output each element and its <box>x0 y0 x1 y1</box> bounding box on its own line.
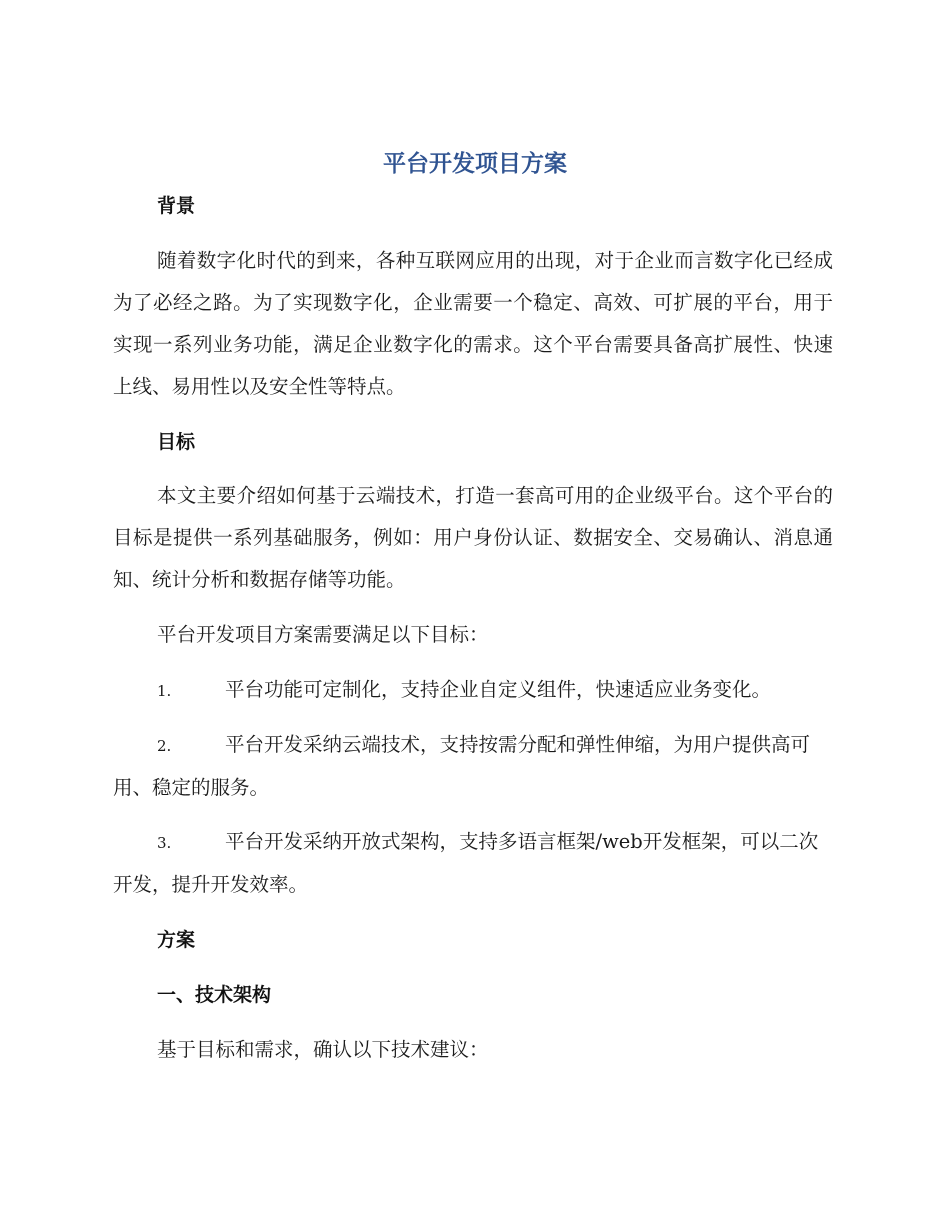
document-title: 平台开发项目方案 <box>383 151 567 177</box>
section-heading-background: 背景 <box>157 195 196 217</box>
list-number: 2. <box>157 737 172 755</box>
background-paragraph: 随着数字化时代的到来，各种互联网应用的出现，对于企业而言数字化已经成为了必经之路。为了实现数字化，企业需要一个稳定、高效、可扩展的平台，用于实现一系列业务功能，满足企业数字化的需求。这个平台需要具备高扩展性、快速上线、易用性以及安全性等特点。 <box>113 249 833 398</box>
goal-paragraph-2: 平台开发项目方案需要满足以下目标： <box>157 623 489 646</box>
list-text: 平台开发采纳开放式架构，支持多语言框架/web开发框架，可以二次开发，提升开发效率。 <box>113 830 819 896</box>
list-text: 平台功能可定制化，支持企业自定义组件，快速适应业务变化。 <box>225 678 772 701</box>
subheading-tech-architecture: 一、技术架构 <box>157 984 272 1006</box>
goal-list-item <box>113 724 833 809</box>
list-number: 3. <box>157 834 172 852</box>
list-number: 1. <box>157 682 172 700</box>
goal-list-item <box>113 821 833 906</box>
goal-list-item <box>113 669 833 712</box>
list-text: 平台开发采纳云端技术，支持按需分配和弹性伸缩，为用户提供高可用、稳定的服务。 <box>113 733 811 799</box>
plan-paragraph: 基于目标和需求，确认以下技术建议： <box>157 1038 489 1061</box>
section-heading-goal: 目标 <box>157 431 196 453</box>
section-heading-plan: 方案 <box>157 929 196 951</box>
goal-paragraph-1: 本文主要介绍如何基于云端技术，打造一套高可用的企业级平台。这个平台的目标是提供一系列基础服务，例如：用户身份认证、数据安全、交易确认、消息通知、统计分析和数据存储等功能。 <box>113 484 833 591</box>
